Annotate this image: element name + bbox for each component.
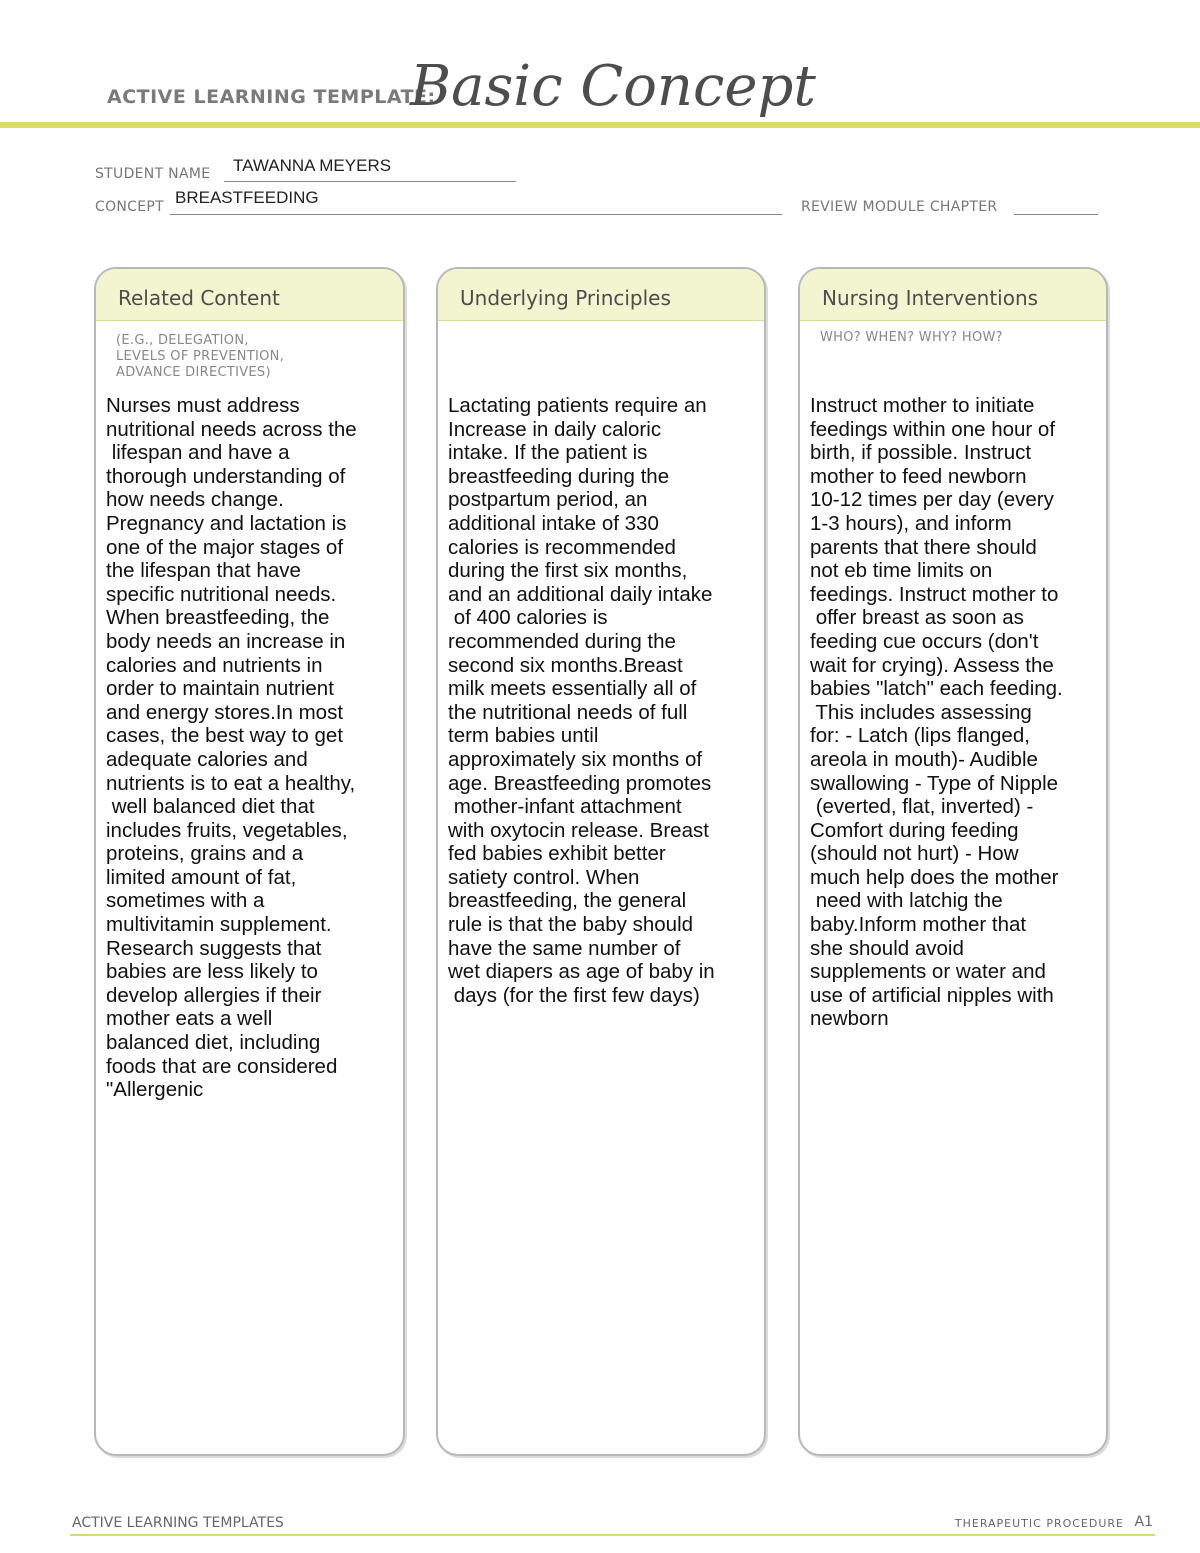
text-line: Nurses must address — [106, 394, 300, 417]
subtitle-line: LEVELS OF PREVENTION, — [116, 349, 285, 364]
text-line: parents that there should — [810, 535, 1037, 559]
text-line: (everted, flat, inverted) - — [810, 795, 1034, 819]
underlying-principles-text[interactable] — [448, 394, 763, 1007]
text-line: have the same number of — [448, 936, 681, 960]
subtitle-line: ADVANCE DIRECTIVES) — [116, 365, 271, 380]
text-line: well balanced diet that — [106, 795, 315, 819]
text-line: offer breast as soon as — [810, 606, 1024, 630]
nursing-interventions-header: Nursing Interventions — [800, 269, 1106, 321]
text-line: (should not hurt) - How — [810, 842, 1019, 866]
header-divider — [0, 122, 1200, 128]
text-line: proteins, grains and a — [106, 842, 304, 866]
concept-label: CONCEPT — [95, 199, 164, 215]
text-line: body needs an increase in — [106, 629, 346, 653]
text-line: mother to feed newborn — [810, 464, 1027, 488]
text-line: how needs change. — [106, 488, 284, 512]
text-line: feeding cue occurs (don't — [810, 629, 1039, 653]
text-line: balanced diet, including — [106, 1031, 321, 1055]
text-line: specific nutritional needs. — [106, 582, 337, 606]
footer-section-label: THERAPEUTIC PROCEDURE — [954, 1517, 1124, 1530]
text-line: mother eats a well — [106, 1007, 273, 1031]
text-line: she should avoid — [810, 936, 964, 960]
text-line: need with latchig the — [810, 889, 1003, 913]
text-line: recommended during the — [448, 629, 676, 653]
text-line: during the first six months, — [448, 559, 688, 583]
text-line: feedings within one hour of — [810, 417, 1056, 441]
text-line: and energy stores.In most — [106, 700, 344, 724]
student-name-line — [224, 181, 516, 182]
text-line: calories is recommended — [448, 535, 676, 559]
text-line: Increase in daily caloric — [448, 417, 662, 441]
template-label: ACTIVE LEARNING TEMPLATE: — [107, 86, 436, 108]
text-line: 1-3 hours), and inform — [810, 511, 1012, 535]
text-line: and an additional daily intake — [448, 582, 713, 606]
text-line: foods that are considered — [106, 1054, 338, 1078]
nursing-interventions-text[interactable] — [810, 394, 1108, 1031]
text-line: rule is that the baby should — [448, 913, 694, 937]
related-content-subtitle — [116, 333, 403, 381]
text-line: multivitamin supplement. — [106, 913, 332, 937]
text-line: wait for crying). Assess the — [810, 653, 1054, 677]
footer-left-label: ACTIVE LEARNING TEMPLATES — [72, 1515, 284, 1531]
text-line: the nutritional needs of full — [448, 700, 688, 724]
text-line: not eb time limits on — [810, 559, 993, 583]
page-number: A1 — [1134, 1514, 1153, 1530]
text-line: baby.Inform mother that — [810, 913, 1027, 937]
text-line: breastfeeding during the — [448, 464, 670, 488]
text-line: Pregnancy and lactation is — [106, 511, 347, 535]
underlying-principles-header: Underlying Principles — [438, 269, 764, 321]
text-line: babies "latch" each feeding. — [810, 677, 1063, 701]
text-line: much help does the mother — [810, 865, 1059, 889]
text-line: calories and nutrients in — [106, 653, 323, 677]
text-line: postpartum period, an — [448, 488, 648, 512]
text-line: fed babies exhibit better — [448, 842, 666, 866]
text-line: 10-12 times per day (every — [810, 488, 1054, 512]
text-line: term babies until — [448, 724, 599, 748]
text-line: This includes assessing — [810, 700, 1032, 724]
text-line: adequate calories and — [106, 747, 308, 771]
text-line: swallowing - Type of Nipple — [810, 771, 1059, 795]
text-line: thorough understanding of — [106, 464, 346, 488]
concept-line — [170, 214, 782, 215]
text-line: use of artificial nipples with — [810, 983, 1054, 1007]
text-line: of 400 calories is — [448, 606, 608, 630]
text-line: lifespan and have a — [106, 441, 290, 465]
text-line: babies are less likely to — [106, 960, 318, 984]
text-line: develop allergies if their — [106, 983, 322, 1007]
text-line: order to maintain nutrient — [106, 677, 334, 701]
text-line: supplements or water and — [810, 960, 1046, 984]
text-line: feedings. Instruct mother to — [810, 582, 1059, 606]
text-line: Research suggests that — [106, 936, 322, 960]
text-line: includes fruits, vegetables, — [106, 818, 348, 842]
text-line: breastfeeding, the general — [448, 889, 687, 913]
text-line: for: - Latch (lips flanged, — [810, 724, 1030, 748]
text-line: approximately six months of — [448, 747, 703, 771]
review-module-field[interactable] — [1014, 214, 1098, 215]
text-line: sometimes with a — [106, 889, 265, 913]
text-line: nutritional needs across the — [106, 417, 357, 441]
text-line: birth, if possible. Instruct — [810, 441, 1032, 465]
text-line: mother-infant attachment — [448, 795, 682, 819]
text-line: with oxytocin release. Breast — [448, 818, 709, 842]
related-content-text[interactable] — [106, 394, 401, 1102]
text-line: intake. If the patient is — [448, 441, 648, 465]
student-name-field[interactable]: TAWANNA MEYERS — [233, 156, 392, 175]
text-line: nutrients is to eat a healthy, — [106, 771, 356, 795]
text-line: one of the major stages of — [106, 535, 344, 559]
text-line: limited amount of fat, — [106, 865, 297, 889]
review-module-label: REVIEW MODULE CHAPTER — [801, 199, 998, 215]
text-line: the lifespan that have — [106, 559, 301, 583]
related-content-panel — [94, 267, 405, 1456]
footer-divider — [70, 1534, 1155, 1536]
concept-field[interactable]: BREASTFEEDING — [175, 188, 319, 207]
subtitle-line: (E.G., DELEGATION, — [116, 333, 249, 348]
text-line: wet diapers as age of baby in — [448, 960, 715, 984]
text-line: days (for the first few days) — [448, 983, 700, 1007]
related-content-header: Related Content — [96, 269, 403, 321]
text-line: newborn — [810, 1007, 889, 1031]
text-line: Instruct mother to initiate — [810, 394, 1035, 417]
nursing-interventions-subtitle: WHO? WHEN? WHY? HOW? — [820, 330, 1003, 345]
text-line: "Allergenic — [106, 1078, 204, 1102]
text-line: satiety control. When — [448, 865, 640, 889]
text-line: additional intake of 330 — [448, 511, 659, 535]
text-line: age. Breastfeeding promotes — [448, 771, 712, 795]
nursing-interventions-panel — [798, 267, 1108, 1456]
page-title: Basic Concept — [410, 54, 816, 119]
student-name-label: STUDENT NAME — [95, 166, 211, 182]
text-line: areola in mouth)- Audible — [810, 747, 1038, 771]
text-line: second six months.Breast — [448, 653, 683, 677]
text-line: When breastfeeding, the — [106, 606, 330, 630]
text-line: Lactating patients require an — [448, 394, 707, 417]
underlying-principles-panel — [436, 267, 766, 1456]
text-line: cases, the best way to get — [106, 724, 344, 748]
text-line: Comfort during feeding — [810, 818, 1019, 842]
text-line: milk meets essentially all of — [448, 677, 697, 701]
